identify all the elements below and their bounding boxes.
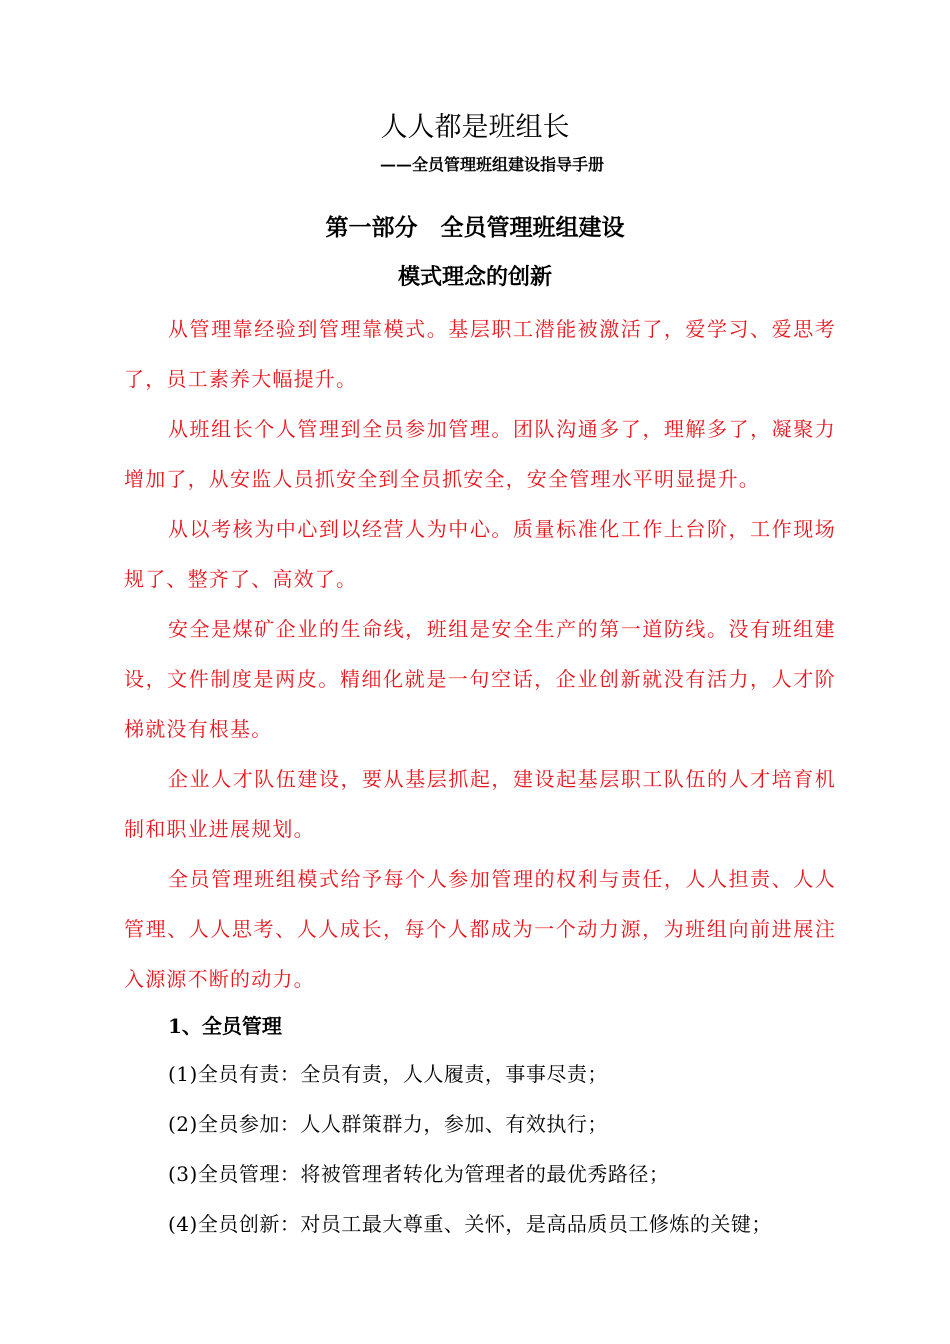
- list-item: (4)全员创新：对员工最大尊重、关怀，是高品质员工修炼的关键；: [168, 1212, 772, 1236]
- list-item: (3)全员管理：将被管理者转化为管理者的最优秀路径；: [168, 1162, 670, 1186]
- red-paragraph-1: 从管理靠经验到管理靠模式。基层职工潜能被激活了，爱学习、爱思考了，员工素养大幅提升。: [124, 317, 836, 391]
- list-item: (1)全员有责：全员有责，人人履责，事事尽责；: [168, 1062, 608, 1086]
- heading-full-management: 1、全员管理: [168, 1014, 282, 1038]
- red-paragraph-4: 安全是煤矿企业的生命线，班组是安全生产的第一道防线。没有班组建设，文件制度是两皮。精细化就是一句空话，企业创新就没有活力，人才阶梯就没有根基。: [124, 617, 836, 741]
- part-title: 第一部分 全员管理班组建设: [325, 214, 625, 241]
- list-item: (2)全员参加：人人群策群力，参加、有效执行；: [168, 1112, 608, 1136]
- red-paragraph-6: 全员管理班组模式给予每个人参加管理的权利与责任，人人担责、人人管理、人人思考、人人成长，每个人都成为一个动力源，为班组向前进展注入源源不断的动力。: [124, 867, 836, 991]
- section-title: 模式理念的创新: [397, 264, 552, 290]
- red-paragraph-5: 企业人才队伍建设，要从基层抓起，建设起基层职工队伍的人才培育机制和职业进展规划。: [124, 767, 836, 841]
- red-paragraph-2: 从班组长个人管理到全员参加管理。团队沟通多了，理解多了，凝聚力增加了，从安监人员抓安全到全员抓安全，安全管理水平明显提升。: [124, 417, 836, 491]
- red-paragraph-3: 从以考核为中心到以经营人为中心。质量标准化工作上台阶，工作现场规了、整齐了、高效了。: [124, 517, 836, 591]
- document-title: 人人都是班组长: [380, 112, 570, 143]
- document-subtitle: ——全员管理班组建设指导手册: [380, 155, 605, 174]
- management-list: [168, 1054, 848, 1254]
- red-paragraph-block: [124, 304, 836, 1004]
